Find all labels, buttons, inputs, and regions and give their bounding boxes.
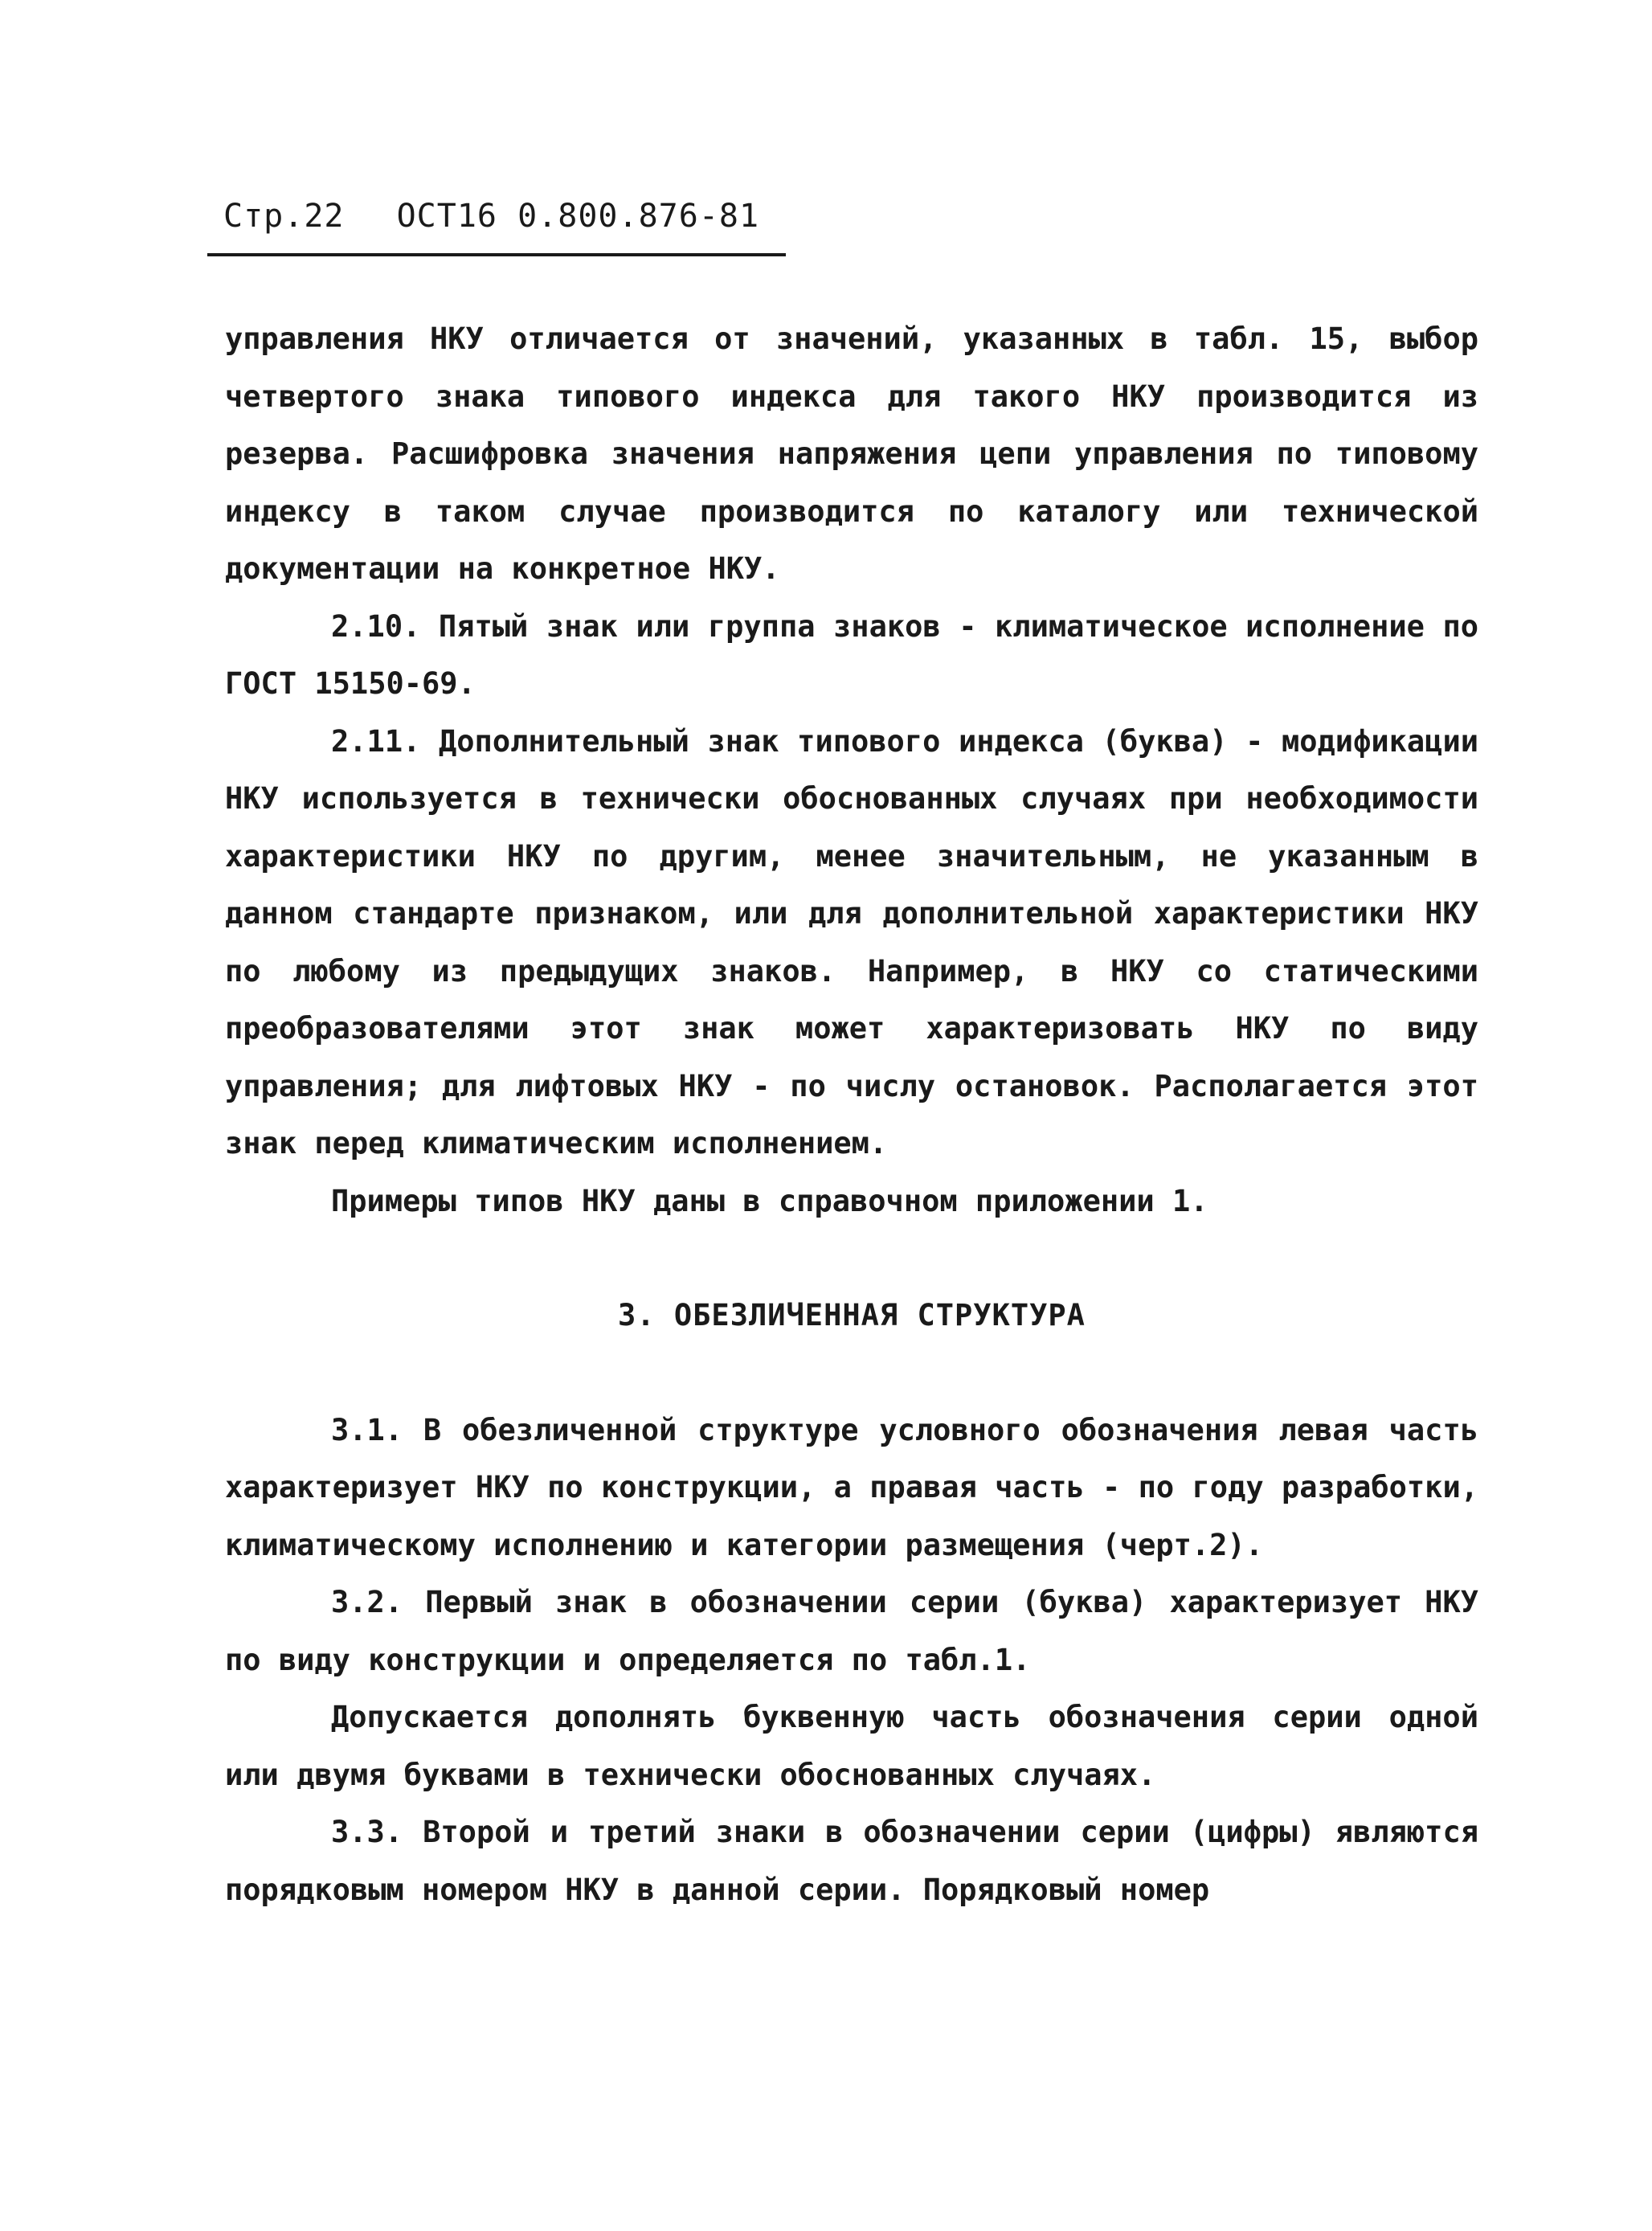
- paragraph-2-11: 2.11. Дополнительный знак типового индекса (буква) - модификации НКУ используется в технически обоснованных случаях при необходимости характеристики НКУ по другим, менее значительным, не указанным в данном стандарте признаком, или для дополнительной характеристики НКУ по любому из предыдущих знаков. Например, в НКУ со статическими преобразователями этот знак может характеризовать НКУ по виду управления; для лифтовых НКУ - по числу остановок. Располагается этот знак перед климатическим исполнением.: [225, 723, 1478, 1161]
- document-body: [225, 310, 1478, 1918]
- section-heading: 3. ОБЕЗЛИЧЕННАЯ СТРУКТУРА: [618, 1298, 1086, 1332]
- paragraph-3-2: 3.2. Первый знак в обозначении серии (буква) характеризует НКУ по виду конструкции и определяется по табл.1.: [225, 1585, 1478, 1677]
- header-underline: [207, 253, 786, 256]
- paragraph-2-10: 2.10. Пятый знак или группа знаков - климатическое исполнение по ГОСТ 15150-69.: [225, 608, 1478, 701]
- standard-code: ОСТ16 0.800.876-81: [396, 198, 760, 235]
- paragraph-3-2-note: Допускается дополнять буквенную часть обозначения серии одной или двумя буквами в технически обоснованных случаях.: [225, 1700, 1478, 1792]
- paragraph-3-1: 3.1. В обезличенной структуре условного обозначения левая часть характеризует НКУ по конструкции, а правая часть - по году разработки, климатическому исполнению и категории размещения (черт.2).: [225, 1412, 1478, 1562]
- paragraph-continuation: управления НКУ отличается от значений, указанных в табл. 15, выбор четвертого знака типового индекса для такого НКУ производится из резерва. Расшифровка значения напряжения цепи управления по типовому индексу в таком случае производится по каталогу или технической документации на конкретное НКУ.: [225, 321, 1478, 586]
- page-number: Стр.22: [223, 198, 345, 235]
- paragraph-examples: Примеры типов НКУ даны в справочном приложении 1.: [331, 1183, 1208, 1218]
- page-header: [223, 198, 791, 235]
- paragraph-3-3: 3.3. Второй и третий знаки в обозначении серии (цифры) являются порядковым номером НКУ в данной серии. Порядковый номер: [225, 1815, 1478, 1907]
